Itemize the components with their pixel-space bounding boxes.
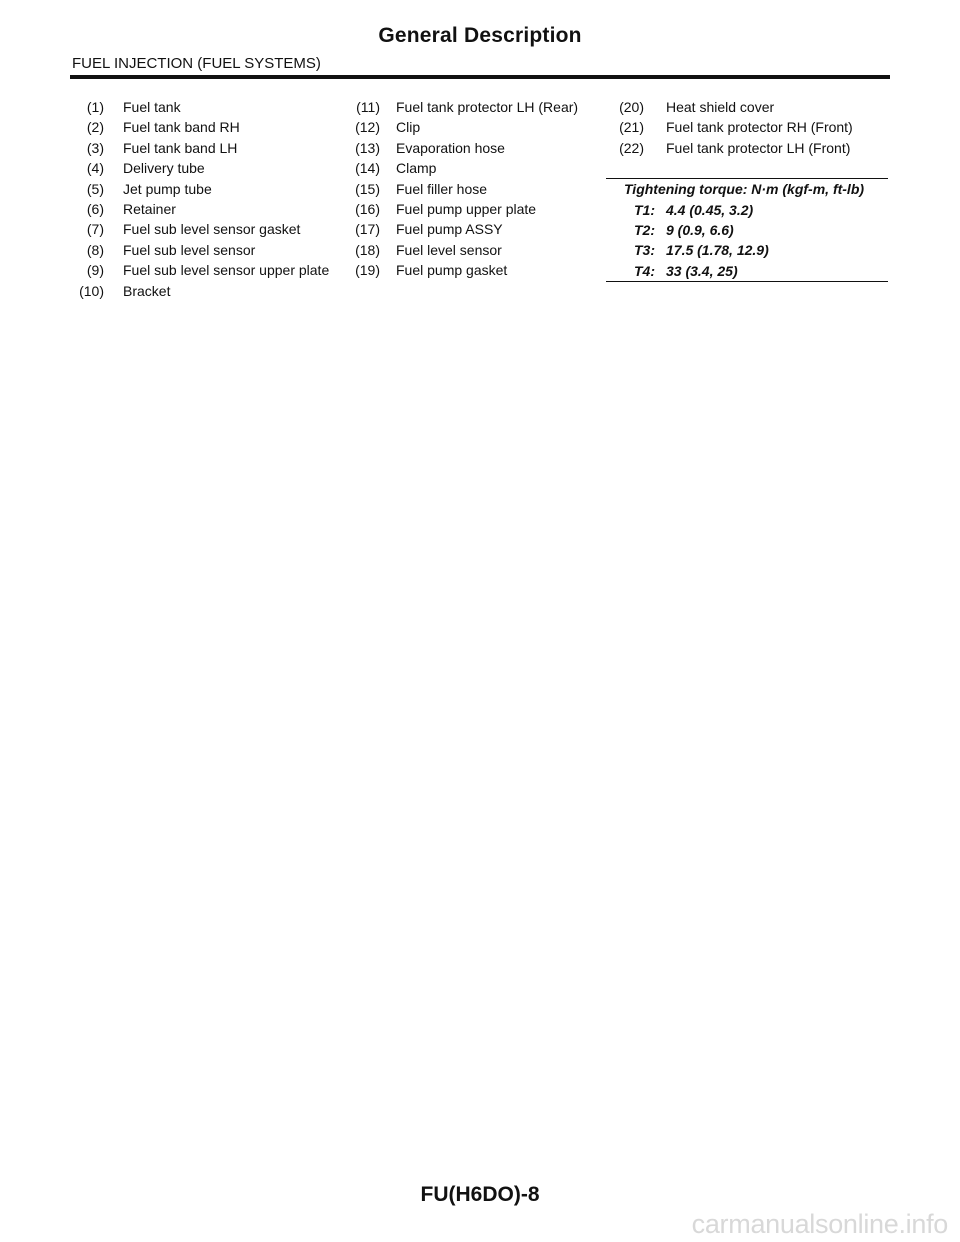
legend-number: (10) [79,282,104,299]
legend-label: Fuel tank protector LH (Front) [666,139,851,156]
legend-number: (15) [355,180,380,197]
legend-number: (7) [86,221,104,238]
legend-number: (2) [86,119,104,136]
legend-label: Fuel tank protector LH (Rear) [396,99,579,115]
legend-item [68,138,338,158]
legend-item [344,260,604,280]
legend-item [68,199,338,219]
watermark: carmanualsonline.info [691,1209,948,1239]
legend-item [68,97,338,117]
legend-item [68,260,338,280]
torque-value: 9 (0.9, 6.6) [666,221,734,238]
legend-item [606,117,890,137]
legend-item [68,281,338,301]
legend-column-1 [68,97,338,301]
legend-number: (19) [355,262,380,279]
legend-number: (1) [86,99,104,115]
page-number: FU(H6DO)-8 [420,1183,540,1206]
legend-item [606,97,890,117]
legend-number: (9) [86,262,104,279]
legend-item [68,240,338,260]
legend-label: Fuel pump gasket [396,262,508,279]
legend-label: Fuel level sensor [396,241,502,258]
legend-item [344,138,604,158]
torque-label: T4: [634,262,655,279]
legend-number: (4) [86,160,104,177]
torque-label: T3: [634,242,655,259]
legend-item [344,219,604,239]
torque-row [606,200,888,220]
legend-item [344,117,604,137]
legend-label: Fuel pump upper plate [396,200,537,217]
legend-item [344,240,604,260]
legend-label: Bracket [123,282,171,299]
legend-label: Fuel tank [123,99,181,115]
legend-number: (18) [355,241,380,258]
legend-number: (11) [356,99,380,115]
legend-number: (3) [86,139,104,156]
legend-number: (14) [355,160,380,177]
legend-label: Clip [396,119,421,136]
legend-label: Jet pump tube [123,180,212,197]
legend-item [68,158,338,178]
legend-number: (20) [619,99,644,115]
legend-item [344,179,604,199]
legend-item [344,158,604,178]
legend-item [344,199,604,219]
legend-item [68,179,338,199]
legend-number: (21) [619,119,644,136]
legend-label: Fuel tank band RH [123,119,240,136]
legend-number: (13) [355,139,380,156]
legend-label: Delivery tube [123,160,205,177]
legend-item [606,138,890,158]
header-rule [70,75,890,79]
torque-row [606,240,888,260]
page-title: General Description [378,24,582,47]
legend-label: Fuel sub level sensor upper plate [123,262,330,279]
legend-number: (12) [355,119,380,136]
legend-label: Fuel tank protector RH (Front) [666,119,853,136]
torque-row [606,220,888,240]
legend-label: Fuel sub level sensor [123,241,256,258]
torque-label: T1: [634,201,655,218]
legend-item [344,97,604,117]
legend-label: Fuel tank band LH [123,139,238,156]
torque-value: 17.5 (1.78, 12.9) [666,242,769,259]
legend-item [68,117,338,137]
legend-label: Clamp [396,160,437,177]
legend-number: (16) [355,200,380,217]
legend-label: Evaporation hose [396,139,505,156]
legend-number: (17) [355,221,380,238]
legend-number: (6) [86,200,104,217]
legend-number: (8) [86,241,104,258]
legend-column-3 [606,97,890,158]
legend-label: Heat shield cover [666,99,775,115]
section-title: FUEL INJECTION (FUEL SYSTEMS) [72,55,321,72]
legend-label: Fuel sub level sensor gasket [123,221,301,238]
torque-heading: Tightening torque: N·m (kgf-m, ft-lb) [624,181,865,197]
legend-number: (5) [86,180,104,197]
legend-label: Fuel pump ASSY [396,221,503,238]
torque-value: 4.4 (0.45, 3.2) [666,201,754,218]
torque-label: T2: [634,221,655,238]
legend-label: Retainer [123,200,176,217]
legend-label: Fuel filler hose [396,180,488,197]
legend-item [68,219,338,239]
torque-table [606,178,888,282]
legend-number: (22) [619,139,644,156]
torque-value: 33 (3.4, 25) [666,262,738,279]
torque-row [606,261,888,281]
legend-column-2 [344,97,604,281]
